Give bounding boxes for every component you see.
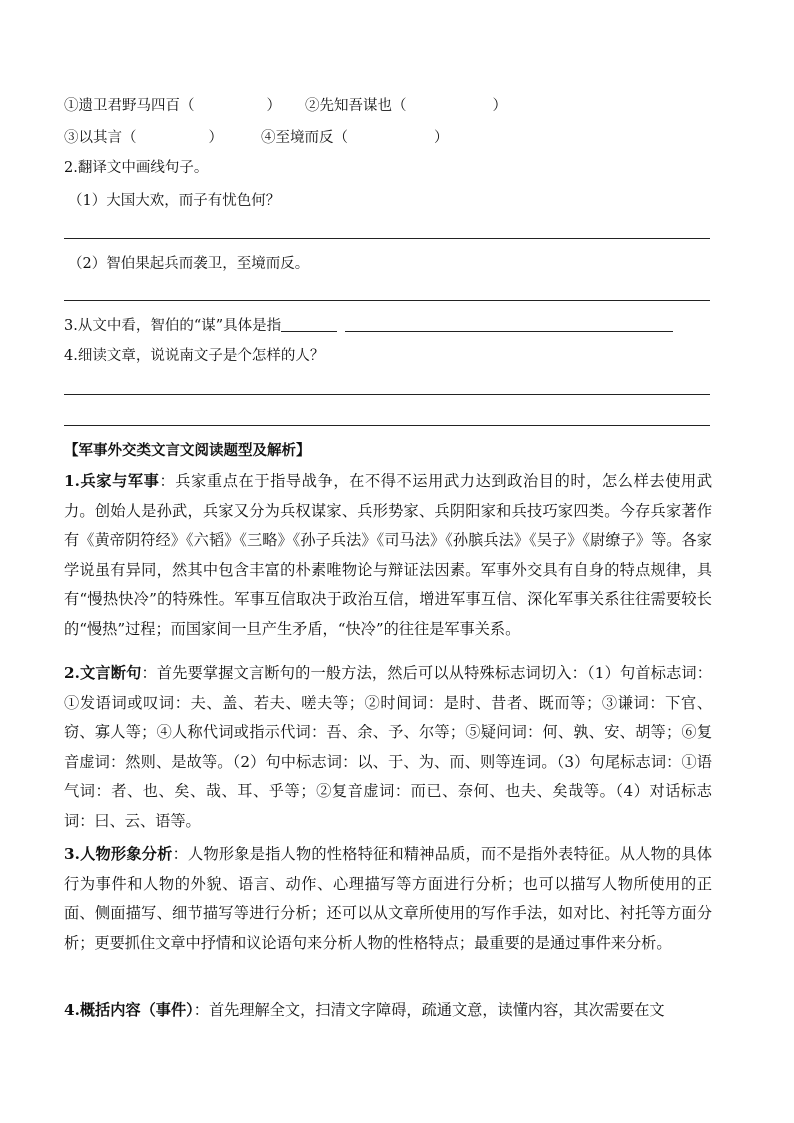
q1-item-3-close: ） — [208, 130, 223, 146]
q2-sentence-2: （2）智伯果起兵而袭卫，至境而反。 — [68, 256, 310, 272]
paragraph-3 — [64, 840, 712, 958]
q2-title: 2.翻译文中画线句子。 — [64, 160, 209, 176]
paragraph-1 — [64, 467, 712, 645]
answer-line — [64, 425, 710, 426]
q3-text: 3.从文中看，智伯的“谋”具体是指 — [64, 318, 282, 334]
q1-row-2 — [64, 128, 449, 148]
q1-item-2: ②先知吾谋也（ — [305, 98, 407, 114]
answer-line — [64, 394, 710, 395]
paragraph-2-label: 2.文言断句 — [64, 664, 142, 682]
q1-item-4-close: ） — [434, 130, 449, 146]
q3-row — [64, 315, 673, 336]
section-heading: 【军事外交类文言文阅读题型及解析】 — [64, 442, 311, 459]
paragraph-3-text: ：人物形象是指人物的性格特征和精神品质，而不是指外表特征。从人物的具体行为事件和人物的外貌、语言、动作、心理描写等方面进行分析；也可以描写人物所使用的正面、侧面描写、细节描写等进行分析；还可以从文章所使用的写作手法，如对比、衬托等方面分析；更要抓住文章中抒情和议论语句来分析人物的性格特点；最重要的是通过事件来分析。 — [64, 845, 713, 952]
q4-text: 4.细读文章，说说南文子是个怎样的人？ — [64, 348, 325, 364]
q2-sentence-1: （1）大国大欢，而子有忧色何？ — [68, 193, 281, 209]
paragraph-4-text: ：首先理解全文，扫清文字障碍，疏通文意，读懂内容，其次需要在文 — [193, 1001, 665, 1019]
q1-item-4: ④至境而反（ — [261, 130, 348, 146]
q1-item-3: ③以其言（ — [64, 130, 137, 146]
paragraph-2 — [64, 659, 712, 837]
paragraph-1-text: ：兵家重点在于指导战争，在不得不运用武力达到政治目的时，怎么样去使用武力。创始人是孙武，兵家又分为兵权谋家、兵形势家、兵阴阳家和兵技巧家四类。今存兵家著作有《黄帝阴符经》《六韬》《三略》《孙子兵法》《司马法》《孙膑兵法》《吴子》《尉缭子》等。各家学说虽有异同，然其中包含丰富的朴素唯物论与辩证法因素。军事外交具有自身的特点规律，具有“慢热快冷”的特殊性。军事互信取决于政治互信，增进军事互信、深化军事关系往往需要较长的“慢热”过程；而国家间一旦产生矛盾，“快冷”的往往是军事关系。 — [64, 472, 713, 638]
answer-blank — [345, 315, 673, 332]
answer-line — [64, 238, 710, 239]
paragraph-1-label: 1.兵家与军事 — [64, 472, 160, 490]
paragraph-4 — [64, 996, 712, 1026]
q1-item-2-close: ） — [492, 98, 507, 114]
answer-blank — [281, 315, 337, 332]
q1-item-1-close: ） — [266, 98, 281, 114]
q1-row-1 — [64, 96, 507, 116]
paragraph-3-label: 3.人物形象分析 — [64, 845, 173, 863]
paragraph-2-text: ：首先要掌握文言断句的一般方法，然后可以从特殊标志词切入：（1）句首标志词：①发语词或叹词：夫、盖、若夫、嗟夫等；②时间词：是时、昔者、既而等；③谦词：下官、窃、寡人等；④人称代词或指示代词：吾、余、予、尔等；⑤疑问词：何、孰、安、胡等；⑥复音虚词：然则、是故等。（2）句中标志词：以、于、为、而、则等连词。（3）句尾标志词：①语气词：者、也、矣、哉、耳、乎等；②复音虚词：而已、奈何、也夫、矣哉等。（4）对话标志词：曰、云、语等。 — [64, 664, 712, 830]
paragraph-4-label: 4.概括内容（事件） — [64, 1001, 194, 1019]
q1-item-1: ①遗卫君野马四百（ — [64, 98, 195, 114]
answer-line — [64, 300, 710, 301]
